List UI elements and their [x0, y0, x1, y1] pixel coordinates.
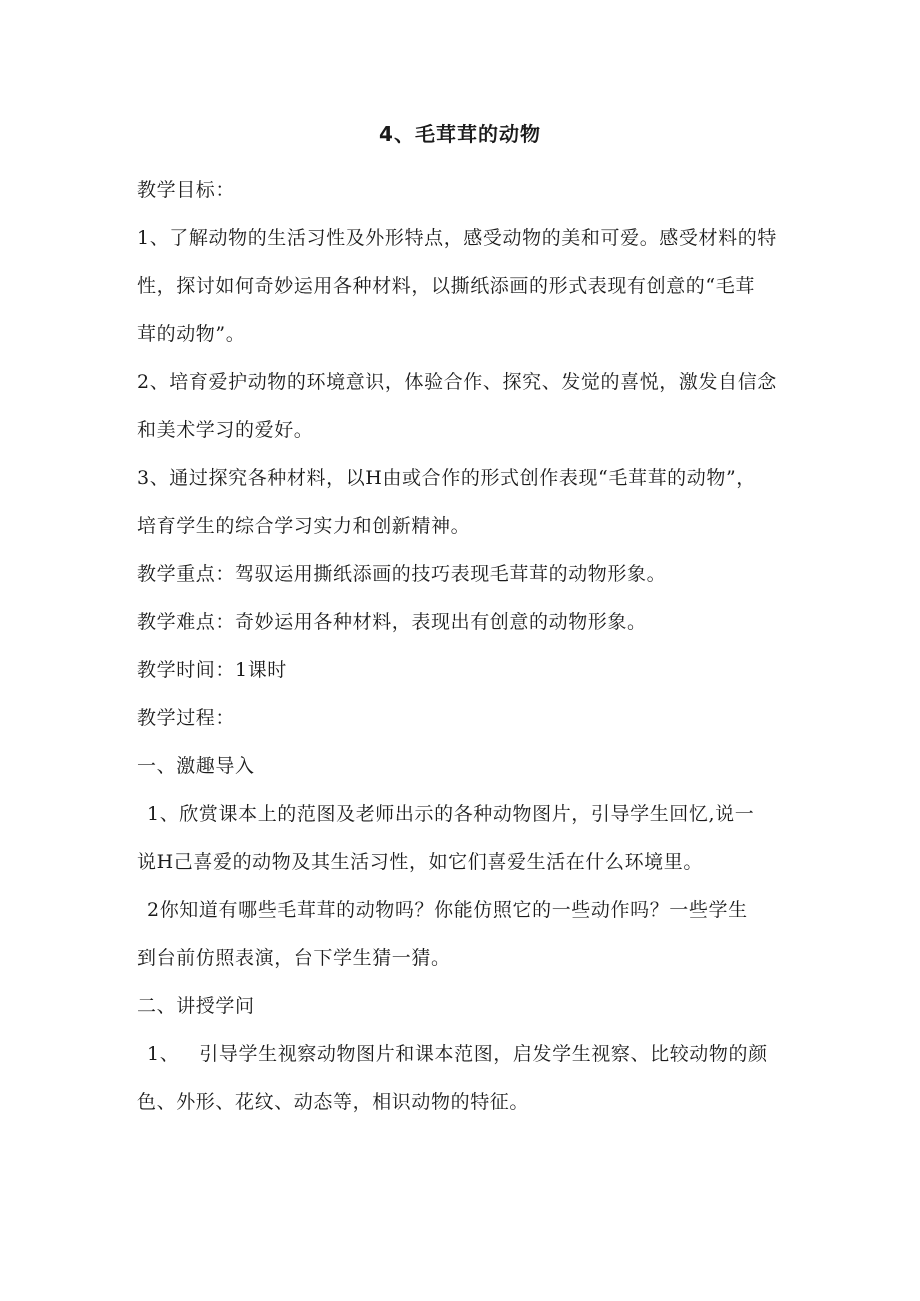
paragraph-line: 1、了解动物的生活习性及外形特点，感受动物的美和可爱。感受材料的特 [137, 227, 777, 249]
paragraph-line: 色、外形、花纹、动态等，相识动物的特征。 [137, 1091, 530, 1113]
paragraph-line: 和美术学习的爱好。 [137, 419, 314, 441]
section-heading-objectives: 教学目标： [137, 179, 236, 201]
key-points-line: 教学重点：驾驭运用撕纸添画的技巧表现毛茸茸的动物形象。 [137, 563, 667, 585]
document-title: 4、毛茸茸的动物 [379, 122, 541, 146]
section-heading-teaching: 二、讲授学问 [137, 995, 255, 1017]
list-number: 1、 [147, 1043, 180, 1065]
list-text: 引导学生视察动物图片和课本范图，启发学生视察、比较动物的颜 [199, 1043, 768, 1065]
paragraph-line: 茸的动物”。 [137, 323, 246, 345]
teaching-time-line: 教学时间：1课时 [137, 659, 287, 681]
paragraph-line [137, 1030, 787, 1078]
section-heading-process: 教学过程： [137, 707, 236, 729]
difficulties-line: 教学难点：奇妙运用各种材料，表现出有创意的动物形象。 [137, 611, 647, 633]
document-body [137, 166, 787, 1126]
paragraph-line: 说H己喜爱的动物及其生活习性，如它们喜爱生活在什么环境里。 [137, 851, 703, 873]
paragraph-line: 培育学生的综合学习实力和创新精神。 [137, 515, 471, 537]
section-heading-intro: 一、激趣导入 [137, 755, 255, 777]
paragraph-line: 2、培育爱护动物的环境意识，体验合作、探究、发觉的喜悦，激发自信念 [137, 371, 777, 393]
paragraph-line: 2你知道有哪些毛茸茸的动物吗？你能仿照它的一些动作吗？一些学生 [147, 899, 748, 921]
paragraph-line: 3、通过探究各种材料，以H由或合作的形式创作表现“毛茸茸的动物”， [137, 467, 756, 489]
paragraph-line: 到台前仿照表演，台下学生猜一猜。 [137, 947, 451, 969]
paragraph-line: 1、欣赏课本上的范图及老师出示的各种动物图片，引导学生回忆,说一 [147, 803, 755, 825]
paragraph-line: 性，探讨如何奇妙运用各种材料，以撕纸添画的形式表现有创意的“毛茸 [137, 275, 755, 297]
